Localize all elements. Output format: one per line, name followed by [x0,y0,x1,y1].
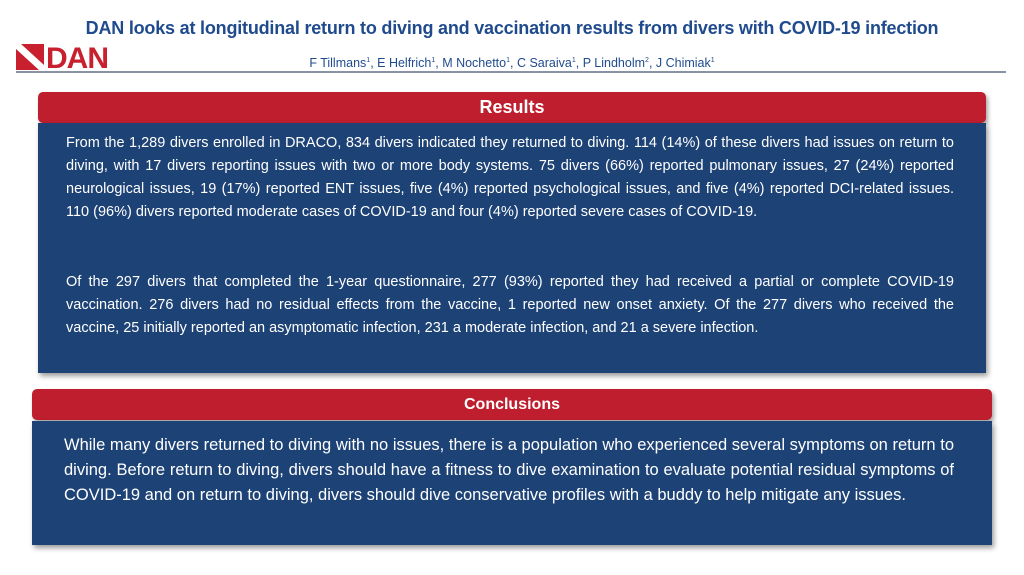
author-name: P Lindholm [582,56,646,70]
conclusions-paragraph: While many divers returned to diving with no issues, there is a population who experienced several symptoms on return to diving. Before return to diving, divers should have a fitness to dive examination to evaluate potential residual symptoms of COVID-19 and on return to diving, divers should dive conservative profiles with a buddy to help mitigate any issues. [64,436,954,504]
conclusions-panel [32,421,992,545]
author-affiliation: 1 [571,56,576,64]
author-affiliation: 1 [366,56,371,64]
author-name: M Nochetto [442,56,507,70]
results-paragraph-2: Of the 297 divers that completed the 1-year questionnaire, 277 (93%) reported they had received a partial or complete COVID-19 vaccination. 276 divers had no residual effects from the vaccine, 1 reported new onset anxiety. Of the 277 divers who received the vaccine, 25 initially reported an asymptomatic infection, 231 a moderate infection, and 21 a severe infection. [66,274,954,336]
author-affiliation: 1 [506,56,511,64]
author-affiliation: 2 [645,56,649,64]
author-affiliation: 1 [710,56,715,64]
results-paragraph-1: From the 1,289 divers enrolled in DRACO, 834 divers indicated they returned to diving. 114 (14%) of these divers had issues on return to diving, with 17 divers reporting issues with two or more body systems. 75 divers (66%) reported pulmonary issues, 27 (24%) reported neurological issues, 19 (17%) reported ENT issues, five (4%) reported psychological issues, and five (4%) reported DCI-related issues. 110 (96%) divers reported moderate cases of COVID-19 and four (4%) reported severe cases of COVID-19. [66,135,954,220]
results-panel [38,123,986,373]
author-name: F Tillmans [309,56,367,70]
header-divider [16,71,1006,73]
logo-text: DAN [46,43,108,71]
author-name: E Helfrich [377,56,432,70]
author-list: F Tillmans$^1$, E Helfrich$^1$, M Nochetto$^1$, C Saraiva$^1$, P Lindholm$^2$, J Chimiak$^1$ [309,56,715,70]
author-affiliation: 1 [431,56,436,64]
conclusions-heading: Conclusions [32,389,992,420]
poster-title: DAN looks at longitudinal return to diving and vaccination results from divers with COVID-19 infection [85,18,939,38]
author-name: J Chimiak [655,56,711,70]
results-heading: Results [38,92,986,123]
author-name: C Saraiva [516,56,572,70]
